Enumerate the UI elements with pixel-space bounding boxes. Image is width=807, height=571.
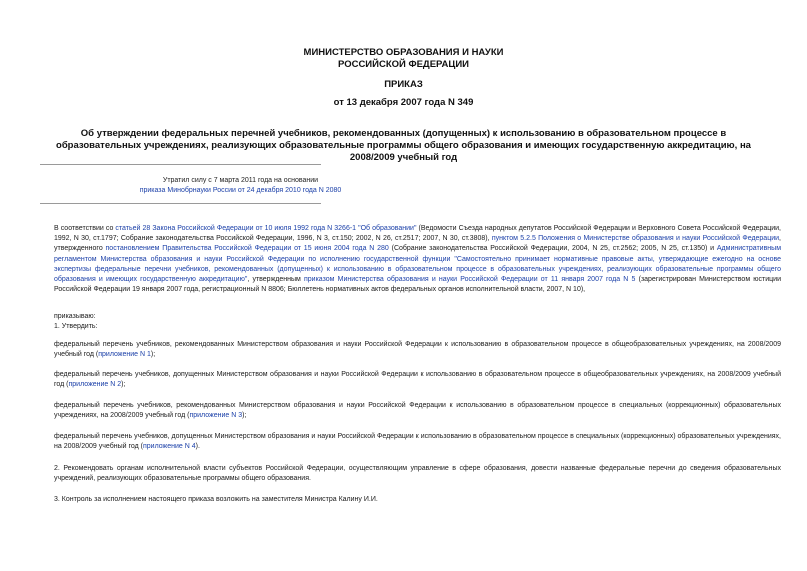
document-title: Об утверждении федеральных перечней учебников, рекомендованных (допущенных) к использованию в образовательном процессе в образовательных учреждениях, реализующих образовательные программы общего образования и имеющих государственную аккредитацию, на 2008/2009 учебный год (56, 128, 751, 163)
order-date: от 13 декабря 2007 года N 349 (333, 97, 474, 108)
preamble-text: В соответствии со (54, 225, 116, 232)
lost-force-text: Утратил силу с 7 марта 2011 года на основании (162, 177, 319, 184)
preamble-paragraph (40, 224, 781, 295)
list-item-end: ); (150, 351, 156, 359)
list-item-text: федеральный перечень учебников, рекомендованных Министерством образования и науки Российской Федерации к использованию в образовательном процессе в общеобразовательных учреждениях, на 2008/2009 учебный год ( (54, 341, 781, 359)
list-item-end: ); (242, 412, 247, 420)
preamble-text: (Собрание законодательства Российской Федерации, 2004, N 25, ст.2562; 2005, N 25, ст.1350) и (388, 245, 717, 253)
list-item-1 (40, 340, 781, 360)
divider-bottom (40, 203, 321, 204)
preamble-text: , утвержденного (54, 235, 781, 253)
order-word: ПРИКАЗ (384, 79, 423, 90)
lost-force-link[interactable]: приказа Минобрнауки России от 24 декабря 2010 года N 2080 (139, 187, 342, 194)
list-item-text: федеральный перечень учебников, допущенных Министерством образования и науки Российской Федерации к использованию в образовательном процессе в общеобразовательных учреждениях, на 2008/2009 учебный год ( (54, 371, 781, 389)
list-item-2 (40, 370, 781, 390)
admin-regulation-link[interactable]: Административным регламентом Министерства образования и науки Российской Федерации по исполнению государственной функции "Самостоятельно принимает нормативные правовые акты, утверждающие ежегодно на основе экспертизы федеральные перечни учебников, рекомендованных (допущенных) к использованию в образовательном процессе в образовательных учреждениях, реализующих образовательные программы общего образования и имеющих государственную аккредитацию" (54, 245, 782, 284)
regulation-link[interactable]: пунктом 5.2.5 Положения о Министерстве образования и науки Российской Федерации (491, 235, 780, 243)
preamble-text: , утвержденным (247, 276, 304, 284)
preamble-text: (Ведомости Съезда народных депутатов Российской Федерации и Верховного Совета Российской Федерации, 1992, N 30, ст.1797; Собрание законодательства Российской Федерации, 1996, N 3, ст.150; 2002, N 26, ст.2517; 2007, N 30, ст.3808), (54, 225, 781, 243)
ministry-line-2: РОССИЙСКОЙ ФЕДЕРАЦИИ (337, 59, 469, 70)
ministry-line-1: МИНИСТЕРСТВО ОБРАЗОВАНИЯ И НАУКИ (303, 47, 504, 58)
appendix-3-link[interactable]: приложение N 3 (189, 412, 243, 420)
list-item-end: ). (195, 443, 200, 451)
item-2: 2. Рекомендовать органам исполнительной власти субъектов Российской Федерации, осуществляющим управление в сфере образования, довести названные федеральные перечни до сведения образовательных учреждений, реализующих образовательные программы общего образования. (54, 465, 781, 483)
item-3: 3. Контроль за исполнением настоящего приказа возложить на заместителя Министра Калину И.И. (54, 496, 378, 503)
lost-force-note (40, 176, 441, 196)
appendix-4-link[interactable]: приложение N 4 (142, 443, 196, 451)
prikazyvayu: приказываю: (54, 313, 96, 320)
list-item-text: федеральный перечень учебников, рекомендованных Министерством образования и науки Российской Федерации к использованию в образовательном процессе в специальных (коррекционных) образовательных учреждениях, на 2008/2009 учебный год ( (54, 402, 781, 420)
list-item-text: федеральный перечень учебников, допущенных Министерством образования и науки Российской Федерации к использованию в образовательном процессе в специальных (коррекционных) образовательных учреждениях, на 2008/2009 учебный год ( (54, 433, 781, 451)
appendix-1-link[interactable]: приложение N 1 (98, 351, 151, 359)
ministry-heading (0, 47, 807, 71)
preamble-text: (зарегистрирован Министерством юстиции Российской Федерации 19 января 2007 года, регистрационный N 8806; Бюллетень нормативных актов федеральных органов исполнительной власти, 2007, N 10), (54, 276, 782, 294)
divider-top (40, 164, 321, 165)
appendix-2-link[interactable]: приложение N 2 (68, 381, 122, 389)
list-item-3 (40, 401, 781, 421)
government-decree-link[interactable]: постановлением Правительства Российской Федерации от 15 июня 2004 года N 280 (105, 245, 389, 253)
list-item-4 (40, 432, 781, 452)
ministry-order-link[interactable]: приказом Министерства образования и науки Российской Федерации от 11 января 2007 года N 5 (303, 276, 636, 284)
law-link[interactable]: статьей 28 Закона Российской Федерации от 10 июля 1992 года N 3266-1 "Об образовании" (115, 225, 417, 232)
item-1: 1. Утвердить: (54, 323, 98, 330)
list-item-end: ); (121, 381, 126, 389)
